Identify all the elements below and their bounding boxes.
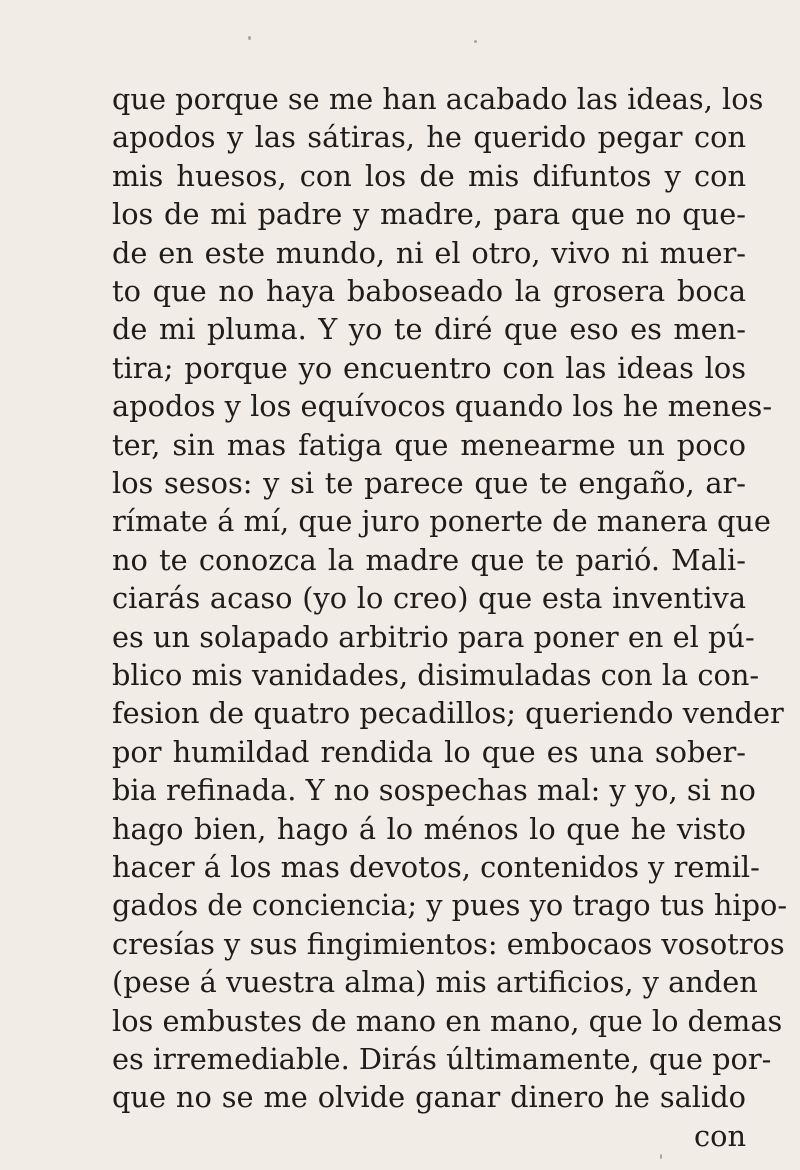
text-line: es un solapado arbitrio para poner en el pú- xyxy=(112,619,755,654)
text-line: ciarás acaso (yo lo creo) que esta inventiva xyxy=(112,581,746,616)
text-line: hago bien, hago á lo ménos lo que he visto xyxy=(112,811,746,846)
text-line: de en este mundo, ni el otro, vivo ni muer- xyxy=(112,235,746,270)
text-line: de mi pluma. Y yo te diré que eso es men- xyxy=(112,312,746,347)
text-line: que no se me olvide ganar dinero he salido xyxy=(112,1080,746,1115)
text-line: hacer á los mas devotos, contenidos y remil- xyxy=(112,850,760,884)
text-line: cresías y sus fingimientos: embocaos vosotros xyxy=(112,926,785,961)
text-line: mis huesos, con los de mis difuntos y con xyxy=(112,158,746,193)
ink-speck xyxy=(474,40,477,43)
text-line: rímate á mí, que juro ponerte de manera que xyxy=(112,504,771,539)
text-line: tira; porque yo encuentro con las ideas los xyxy=(112,350,746,385)
catchword: con xyxy=(693,1118,746,1153)
text-line: por humildad rendida lo que es una sober- xyxy=(112,734,746,769)
text-line: (pese á vuestra alma) mis artificios, y anden xyxy=(112,965,758,1000)
text-line: apodos y las sátiras, he querido pegar con xyxy=(112,120,746,155)
text-line: apodos y los equívocos quando los he menes- xyxy=(112,389,773,424)
text-line: que porque se me han acabado las ideas, los xyxy=(112,82,764,116)
text-line: to que no haya baboseado la grosera boca xyxy=(112,274,746,308)
text-line: blico mis vanidades, disimuladas con la con- xyxy=(112,658,760,692)
text-line: los embustes de mano en mano, que lo demas xyxy=(112,1003,783,1038)
text-line: fesion de quatro pecadillos; queriendo vender xyxy=(112,696,784,731)
text-line: gados de conciencia; y pues yo trago tus hipo- xyxy=(112,888,788,923)
text-line: los sesos: y si te parece que te engaño, ar- xyxy=(112,466,746,500)
text-line: los de mi padre y madre, para que no que- xyxy=(112,197,746,232)
text-line: bia refinada. Y no sospechas mal: y yo, si no xyxy=(112,773,756,808)
text-line: no te conozca la madre que te parió. Mali- xyxy=(112,542,746,577)
text-line: es irremediable. Dirás últimamente, que por- xyxy=(112,1042,772,1076)
ink-speck xyxy=(248,36,251,40)
text-line: ter, sin mas fatiga que menearme un poco xyxy=(112,427,746,462)
ink-speck xyxy=(660,1154,662,1159)
